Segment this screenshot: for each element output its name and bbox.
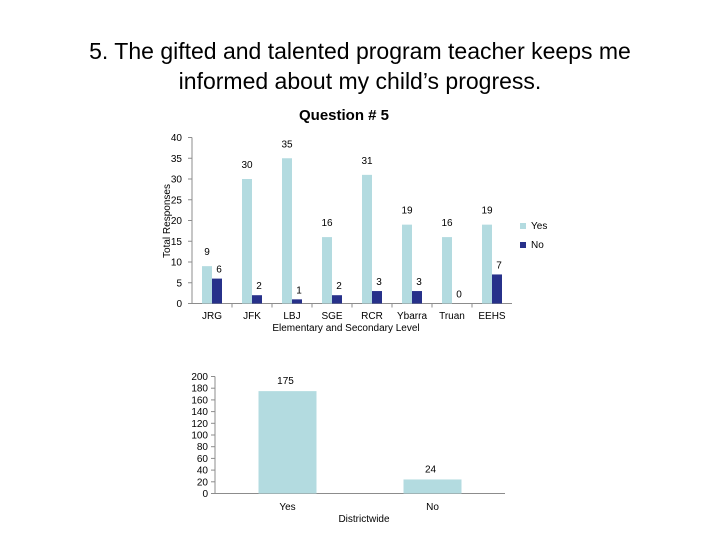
- chart1-legend-swatch: [520, 242, 526, 248]
- chart2-y-tick-label: 160: [191, 395, 208, 407]
- slide-title-line-2: informed about my child’s progress.: [178, 68, 542, 94]
- chart2-y-tick-label: 0: [202, 489, 208, 500]
- chart1-data-label: 16: [441, 218, 453, 230]
- chart1-y-tick-label: 20: [170, 216, 182, 227]
- chart1-data-label: 2: [256, 281, 262, 293]
- chart1-title: Question # 5: [298, 107, 390, 124]
- chart1-y-tick-label: 10: [170, 257, 182, 269]
- chart1-bar-yes: [282, 158, 292, 303]
- chart1-bar-yes: [482, 225, 492, 304]
- chart2-plot: [191, 372, 505, 513]
- chart2-y-tick-label: 60: [196, 453, 208, 465]
- chart2-data-label: 175: [277, 376, 294, 388]
- chart1-data-label: 30: [241, 160, 253, 171]
- chart1-bar-no: [212, 279, 222, 304]
- chart2-data-label: 24: [424, 464, 437, 476]
- chart1-bar-no: [332, 295, 342, 303]
- chart1-bar-no: [252, 295, 262, 303]
- chart1-bar-yes: [402, 225, 412, 304]
- chart1-data-label: 2: [336, 281, 342, 293]
- chart1-bar-yes: [442, 237, 452, 303]
- chart1-category-label: JRG: [202, 311, 222, 322]
- chart2-bar: [404, 479, 462, 493]
- chart2-y-tick-label: 140: [191, 407, 208, 419]
- slide-title-line-1: 5. The gifted and talented program teacher keeps me: [89, 38, 631, 64]
- chart1-y-tick-label: 15: [170, 236, 182, 248]
- chart2-y-tick-label: 40: [196, 465, 208, 477]
- chart1-data-label: 19: [481, 205, 493, 217]
- chart2-y-tick-label: 180: [191, 383, 208, 395]
- chart1-bar-yes: [202, 266, 212, 303]
- chart1-legend-label: Yes: [531, 221, 548, 232]
- chart1-data-label: 1: [296, 285, 302, 297]
- chart1-data-label: 31: [361, 155, 373, 167]
- chart1-bar-yes: [362, 175, 372, 304]
- chart2-x-axis-label: Districtwide: [338, 514, 390, 525]
- chart1-y-tick-label: 0: [176, 299, 182, 310]
- chart1-data-label: 7: [496, 260, 502, 272]
- chart1-data-label: 0: [456, 289, 462, 301]
- chart1-category-label: EEHS: [478, 311, 506, 322]
- chart1-category-label: Ybarra: [396, 311, 428, 322]
- chart1-data-label: 35: [281, 139, 293, 151]
- chart1-category-label: Truan: [439, 311, 465, 322]
- chart1-y-tick-label: 35: [170, 153, 182, 165]
- chart2-category-label: Yes: [279, 502, 296, 513]
- chart1-category-label: SGE: [321, 311, 343, 322]
- chart1-bar-yes: [242, 179, 252, 304]
- chart1-data-label: 9: [204, 247, 210, 259]
- chart2-y-tick-label: 80: [196, 442, 208, 454]
- chart2-bar: [259, 391, 317, 493]
- chart1-y-tick-label: 40: [170, 133, 182, 144]
- chart1-data-label: 3: [416, 277, 422, 289]
- chart1-data-label: 6: [216, 264, 222, 276]
- chart1-y-tick-label: 25: [170, 195, 182, 207]
- chart2-y-tick-label: 200: [191, 372, 208, 383]
- chart1-bar-no: [412, 291, 422, 303]
- chart2-y-tick-label: 100: [191, 430, 208, 442]
- chart1-y-tick-label: 30: [170, 174, 182, 186]
- chart1-bar-yes: [322, 237, 332, 303]
- chart1-legend-swatch: [520, 223, 526, 229]
- chart2-category-label: No: [426, 502, 439, 513]
- chart1-category-label: JFK: [243, 311, 261, 322]
- chart1-plot: [171, 133, 547, 322]
- chart1-category-label: RCR: [361, 311, 383, 322]
- chart1-y-tick-label: 5: [176, 278, 182, 290]
- chart1-data-label: 3: [376, 277, 382, 289]
- chart2-y-tick-label: 20: [196, 477, 208, 489]
- chart1-data-label: 16: [321, 218, 333, 230]
- chart1-bar-no: [372, 291, 382, 303]
- chart1-data-label: 19: [401, 205, 413, 217]
- chart1-x-axis-label: Elementary and Secondary Level: [272, 323, 420, 334]
- chart1-legend-label: No: [531, 240, 544, 251]
- chart2-y-tick-label: 120: [191, 418, 208, 430]
- chart1-category-label: LBJ: [283, 311, 301, 322]
- chart1-bar-no: [492, 274, 502, 303]
- chart1-y-axis-label: Total Responses: [162, 184, 173, 258]
- chart1-bar-no: [292, 299, 302, 303]
